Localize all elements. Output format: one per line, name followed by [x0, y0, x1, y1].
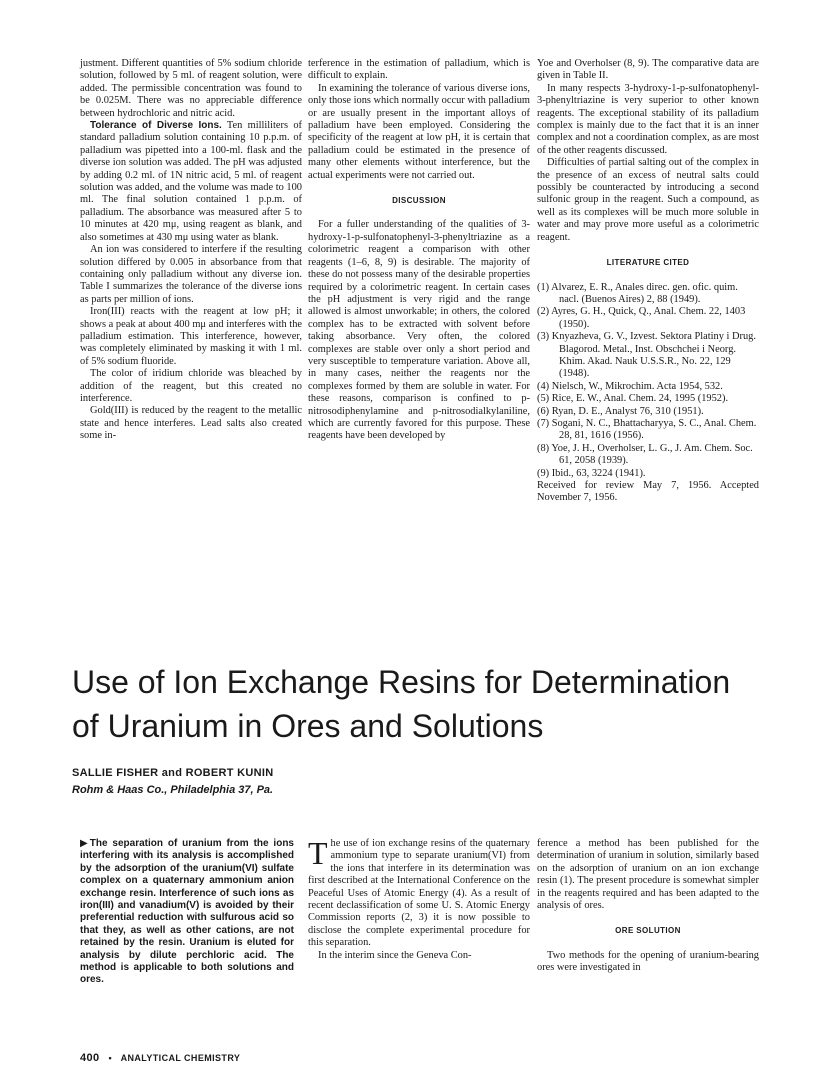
paragraph: In the interim since the Geneva Con- [318, 949, 472, 961]
paragraph: In examining the tolerance of various diverse ions, only those ions which normally occur with palladium or are usually present in the important alloys of palladium have been employed. Considering the specificity of the reagent at low pH, it is certain that palladium could be estimated in the presence of many other elements without interference, but the actual experiments were not carried out. [308, 82, 530, 181]
lower-column-2 [308, 835, 530, 962]
paragraph: For a fuller understanding of the qualities of 3-hydroxy-1-p-sulfonatophenyl-3-phenyltriazine as a colorimetric reagent a comparison with other reagents (1–6, 8, 9) is desirable. The majority of these do not possess many of the desirable properties required by a colorimetric reagent. In certain cases the pH adjustment is very rigid and the range allowed is almost unworkable; in others, the colored complex has to be extracted with solvent before taking absorbance. Very often, the colored complexes are stable over only a short period and very susceptible to temperature variation. Above all, in many cases, neither the reagents nor the complexes formed by them are soluble in water. For these reasons, comparison is confined to p-nitrosodiphenylamine and p-nitrosodialkylaniline, which are currently favored for this purpose. These reagents have been developed by [308, 219, 530, 442]
title-line: of Uranium in Ores and Solutions [72, 708, 544, 744]
triangle-bullet-icon: ▶ [80, 838, 90, 849]
reference-list [537, 282, 759, 481]
reference-item: (4) Nielsch, W., Mikrochim. Acta 1954, 532. [537, 380, 723, 392]
upper-column-1 [80, 58, 302, 443]
drop-cap: T [308, 835, 328, 871]
reference-item: (9) Ibid., 63, 3224 (1941). [537, 467, 646, 479]
upper-column-3 [537, 58, 759, 505]
author-names: SALLIE FISHER and ROBERT KUNIN [72, 767, 274, 779]
abstract [80, 838, 294, 987]
paragraph: justment. Different quantities of 5% sodium chloride solution, followed by 5 ml. of reagent solution, were added. The permissible concentration was found to be 0.025M. There was no appreciable difference between hydrochloric and nitric acid. [80, 58, 302, 119]
received-note: Received for review May 7, 1956. Accepted November 7, 1956. [537, 480, 759, 504]
paragraph-text: Ten milliliters of standard palladium solution containing 10 p.p.m. of palladium was pipetted into a 100-ml. flask and the diverse ion solution was added. The pH was adjusted by adding 0.2 ml. of 1N nitric acid, 5 ml. of reagent solution was added, and the volume was made to 100 ml. The final solution contained 1 p.p.m. of palladium. The absorbance was measured after 5 to 10 minutes at 420 mμ, using reagent as blank, and also sometimes at 430 mμ using water as blank. [80, 120, 302, 243]
section-heading-discussion: DISCUSSION [392, 196, 446, 206]
reference-item: (5) Rice, E. W., Anal. Chem. 24, 1995 (1952). [537, 393, 729, 405]
lower-column-3 [537, 838, 759, 975]
intro-paragraph [308, 835, 530, 950]
reference-item: (3) Knyazheva, G. V., Izvest. Sektora Platiny i Drug. Blagorod. Metal., Inst. Obschchei i Neorg. Khim. Akad. Nauk U.S.S.R., No. 22, 129 (1948). [537, 331, 756, 380]
upper-column-2 [308, 58, 530, 443]
abstract-text: The separation of uranium from the ions interfering with its analysis is accomplished by the adsorption of the uranium(VI) sulfate complex on a quaternary ammonium anion exchange resin. Interference of such ions as iron(III) and vanadium(V) is avoided by their preferential reduction with sulfurous acid so that they, as well as other cations, are not retained by the resin. Uranium is eluted for analysis by dilute perchloric acid. The method is applicable to both solutions and ores. [80, 838, 294, 986]
paragraph: An ion was considered to interfere if the resulting solution differed by 0.005 in absorbance from that containing only palladium without any diverse ion. Table I summarizes the tolerance of the diverse ions as parts per million of ions. [80, 244, 302, 305]
reference-item: (1) Alvarez, E. R., Anales direc. gen. ofic. quim. nacl. (Buenos Aires) 2, 88 (1949). [537, 281, 738, 305]
reference-item: (2) Ayres, G. H., Quick, Q., Anal. Chem. 22, 1403 (1950). [537, 306, 746, 330]
paragraph: Difficulties of partial salting out of the complex in the presence of an excess of neutral salts could possibly be counteracted by introducing a second sulfonic group in the reagent. Such a compound, as well as its complexes will be much more soluble in water and may prove more useful as a colorimetric reagent. [537, 157, 759, 243]
paragraph: In many respects 3-hydroxy-1-p-sulfonatophenyl-3-phenyltriazine is very superior to other known reagents. The exceptional stability of its palladium complex is mainly due to the fact that it is an inner complex and not a coordination complex, as are most of the other reagents discussed. [537, 82, 759, 156]
paragraph [80, 120, 302, 244]
author-affiliation: Rohm & Haas Co., Philadelphia 37, Pa. [72, 784, 274, 796]
section-heading-literature-cited: LITERATURE CITED [606, 258, 690, 268]
paragraph: Yoe and Overholser (8, 9). The comparative data are given in Table II. [537, 58, 759, 82]
paragraph-text: he use of ion exchange resins of the quaternary ammonium type to separate uranium(VI) from the ions that interfere in its determination was first described at the International Conference on the Peaceful Uses of Atomic Energy (4). As a result of recent declassification of some U. S. Atomic Energy Commission reports (2, 3) it is now possible to disclose the complete experimental procedure for this separation. [308, 838, 530, 949]
paragraph: Iron(III) reacts with the reagent at low pH; it shows a peak at about 400 mμ and interferes with the palladium estimation. This interference, however, was completely eliminated by masking it with 1 ml. of 5% sodium fluoride. [80, 306, 302, 367]
paragraph: ference a method has been published for the determination of uranium in solution, similarly based on the adsorption of uranium on an ion exchange resin (1). The present procedure is somewhat simpler in the reagents required and has been adapted to the analysis of ores. [537, 838, 759, 912]
run-in-heading: Tolerance of Diverse Ions. [90, 120, 222, 132]
reference-item: (6) Ryan, D. E., Analyst 76, 310 (1951). [537, 405, 704, 417]
reference-item: (7) Sogani, N. C., Bhattacharyya, S. C., Anal. Chem. 28, 81, 1616 (1956). [537, 417, 757, 442]
paragraph: Gold(III) is reduced by the reagent to the metallic state and hence interferes. Lead salts also created some in- [80, 405, 302, 442]
paragraph: The color of iridium chloride was bleached by addition of the reagent, but this created no interference. [80, 368, 302, 404]
title-line: Use of Ion Exchange Resins for Determination [72, 664, 731, 700]
section-heading-ore-solution: ORE SOLUTION [615, 926, 681, 936]
paragraph: Two methods for the opening of uranium-bearing ores were investigated in [537, 949, 759, 974]
page-footer [80, 1052, 240, 1064]
paragraph: terference in the estimation of palladium, which is difficult to explain. [308, 58, 530, 82]
page-number: 400 [80, 1052, 100, 1064]
bullet-separator: • [108, 1053, 113, 1063]
reference-item: (8) Yoe, J. H., Overholser, L. G., J. Am. Chem. Soc. 61, 2058 (1939). [537, 442, 753, 467]
article-title [72, 660, 772, 748]
journal-name: ANALYTICAL CHEMISTRY [120, 1053, 241, 1063]
